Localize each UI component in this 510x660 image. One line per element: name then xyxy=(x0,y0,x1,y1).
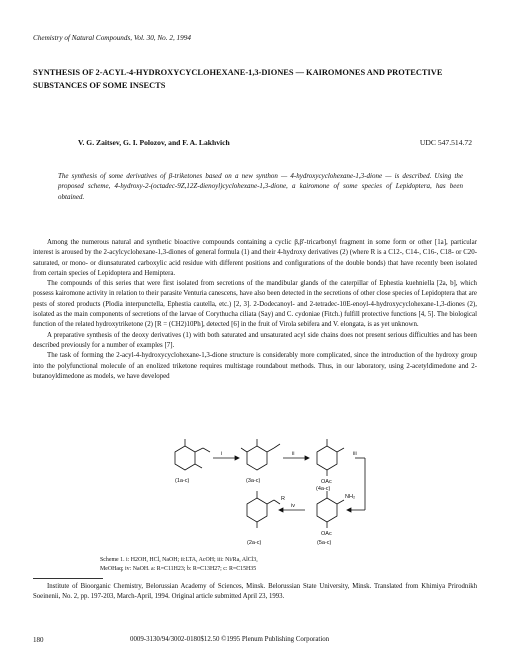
body-paragraph: The compounds of this series that were first isolated from secretions of the mandibular glands of the caterpillar of Ephestia kuehniella [2a, b], which possess kairomone activity in relation to their parasite Venturia canescens, have also been detected in the secretions of other close species of Lepidoptera that are pests of stored products (Plodia interpunctella, Ephestia cautella, etc.) [2, 3]. 2-Dodecanoyl- and 2-tetradec-10E-enoyl-4-hydroxycyclohexane-1,3-diones (2), isolated as the main components of secretions of the larvae of Corythucha ciliata (Say) and C. cydoniae (Fitch.) fulfill protective functions [4, 5]. The biological function of the related hydroxytriketone (2) [R = (CH2)10Ph], detected [6] in the fruit of Virola sebifera and V. elongata, is as yet unknown. xyxy=(33,280,477,329)
compound-2-structure xyxy=(247,491,280,528)
body-paragraph: The task of forming the 2-acyl-4-hydroxycyclohexane-1,3-dione structure is considerably more complicated, since the introduction of the hydroxy group into the polyfunctional molecule of an enolized triketone requires multistage roundabout methods. Thus, in our laboratory, using 2-acetyldimedone and 2-butanoyldimedone as models, we have developed xyxy=(33,352,477,380)
scheme-caption-line: Scheme 1. i: H2OH, HCl, NaOH; ii:LTA, AcOH; iii: Ni/Ra, AlCl3, xyxy=(100,557,258,563)
scheme-caption-line: MeOHaq; iv: NaOH. a: R=C11H23; b: R=C13H27; c: R=C15H35 xyxy=(100,565,257,572)
reaction-scheme xyxy=(155,432,375,556)
compound-2-label: (2a-c) xyxy=(247,540,262,546)
arrow-head xyxy=(305,456,309,460)
article-title: SYNTHESIS OF 2-ACYL-4-HYDROXYCYCLOHEXANE-1,3-DIONES — KAIROMONES AND PROTECTIVE SUBSTANCES OF SOME INSECTS xyxy=(33,68,443,90)
oac-label: OAc xyxy=(321,479,332,485)
body-paragraph: A preparative synthesis of the deoxy derivatives (1) with both saturated and unsaturated acyl side chains does not present serious difficulties and has been described previously for a number of examples [7]. xyxy=(33,331,477,349)
compound-3-structure xyxy=(241,439,280,470)
affiliation-footnote: Institute of Bioorganic Chemistry, Belorussian Academy of Sciences, Minsk. Belorussian State University, Minsk. Translated from Khimiya Prirodnikh Soeinenii, No. 2, pp. 197-203, March-April, 1994. Original article submitted April 23, 1993. xyxy=(33,583,477,600)
nh2-label: NH₂ xyxy=(345,494,356,500)
step-iv-label: iv xyxy=(291,503,295,509)
article-authors: V. G. Zaitsev, G. I. Polozov, and F. A. Lakhvich xyxy=(78,138,230,147)
footnote-divider xyxy=(33,578,103,579)
udc-code: UDC 547.514.72 xyxy=(419,138,472,147)
r-group-label: R xyxy=(281,496,285,502)
compound-1-label: (1a-c) xyxy=(175,478,190,484)
compound-5-label: (5a-c) xyxy=(317,540,332,546)
arrow-head xyxy=(347,508,351,512)
step-iii-label: iii xyxy=(353,451,357,457)
article-body xyxy=(33,238,477,382)
article-abstract: The synthesis of some derivatives of β-triketones based on a new synthon — 4-hydroxycyclohexane-1,3-dione — is described. Using the proposed scheme, 4-hydroxy-2-(octadec-9Z,12Z-dienoyl)cyclohexane-1,3-dione, a kairomone of some species of Lepidoptera, has been obtained. xyxy=(58,172,463,201)
oac-label: OAc xyxy=(321,531,332,537)
compound-3-label: (3a-c) xyxy=(246,478,261,484)
copyright-footer: 0009-3130/94/3002-0180$12.50 ©1995 Plenum Publishing Corporation xyxy=(130,636,330,643)
compound-4-label: (4a-c) xyxy=(316,486,331,492)
scheme-caption xyxy=(100,556,430,573)
journal-header: Chemistry of Natural Compounds, Vol. 30, No. 2, 1994 xyxy=(33,34,191,42)
arrow-head xyxy=(235,456,239,460)
arrow-head xyxy=(279,508,283,512)
compound-4-structure xyxy=(317,439,344,476)
step-ii-label: ii xyxy=(292,451,295,457)
compound-1-structure xyxy=(175,439,210,470)
reaction-scheme-drawing xyxy=(155,432,375,556)
step-i-label: i xyxy=(221,451,223,457)
compound-5-structure xyxy=(317,491,344,528)
body-paragraph: Among the numerous natural and synthetic bioactive compounds containing a cyclic β,β'-tricarbonyl fragment in some form or other [1a], particular interest is aroused by the 2-acylcyclohexane-1,3-diones of general formula (1) and their 4-hydroxy derivatives (2) (where R is a C12-, C14-, C16-, C18- or C20-saturated, or mono- or diunsaturated carboxylic acid residue with different positions and configurations of the double bonds) that have recently been isolated from certain species of Lepidoptera and Hemiptera. xyxy=(33,239,477,277)
page-number: 180 xyxy=(33,636,44,644)
